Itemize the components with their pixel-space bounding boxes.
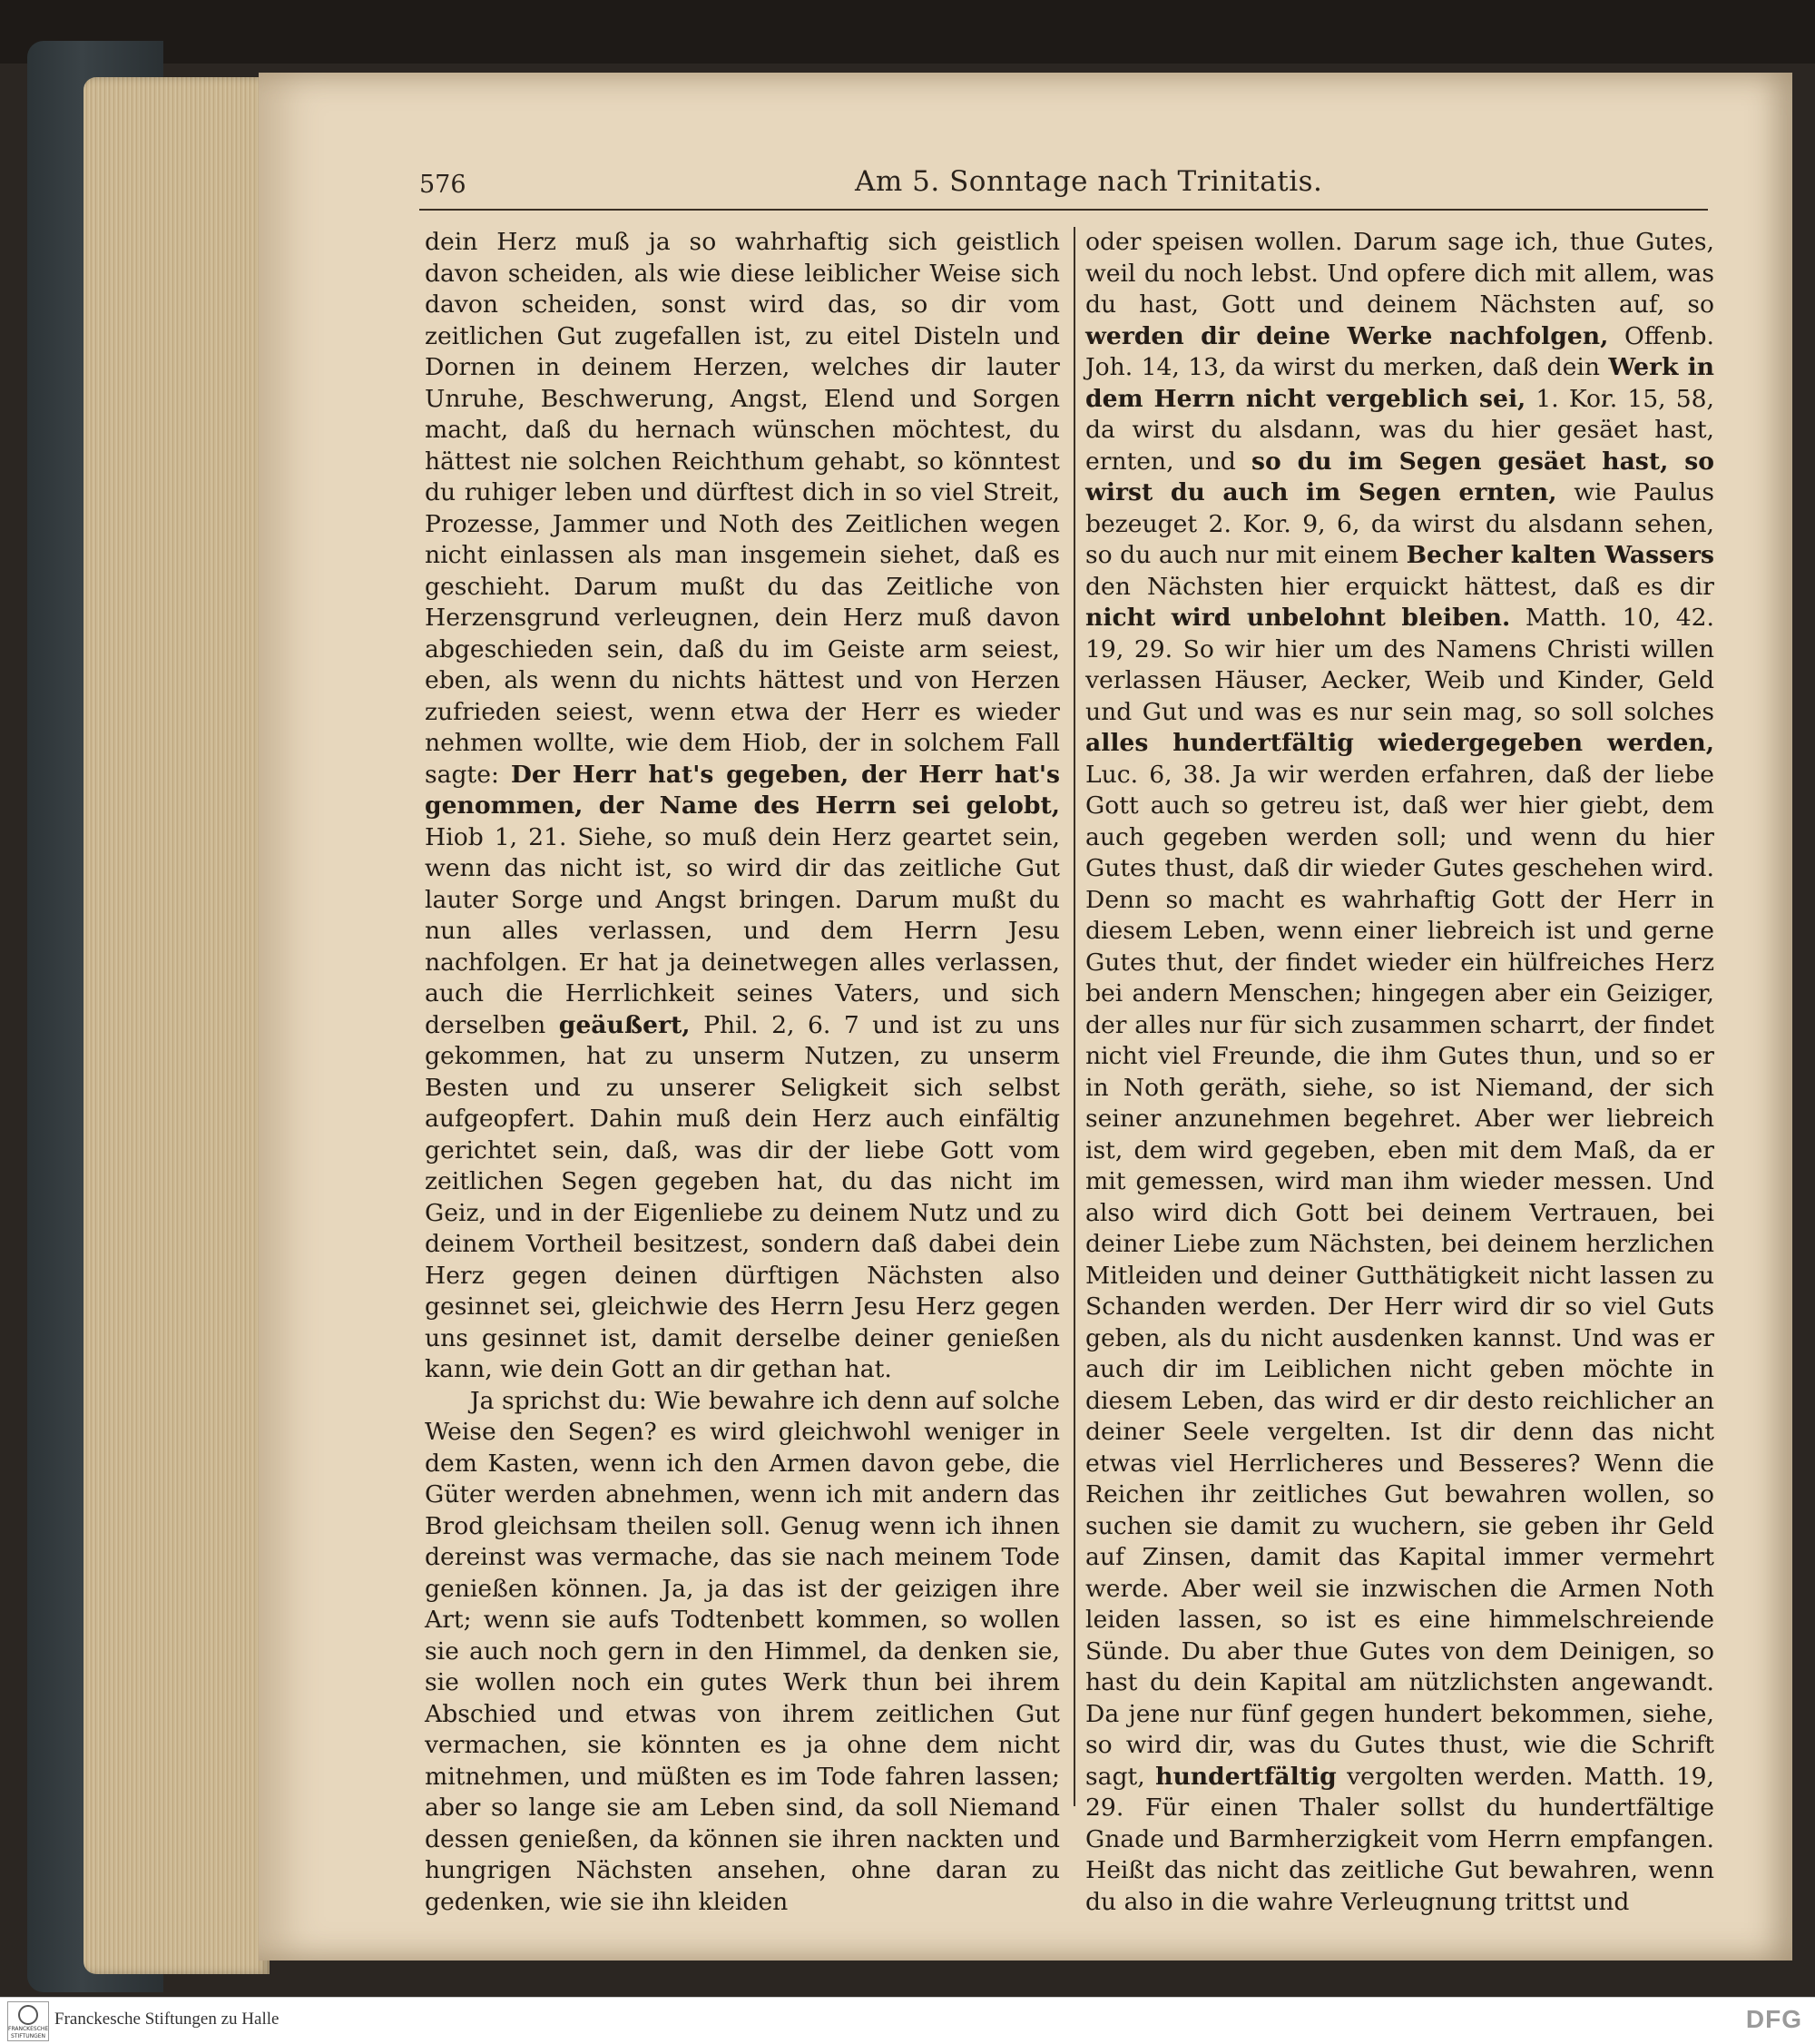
logo-caption: FRANCKESCHE STIFTUNGEN <box>8 2026 49 2039</box>
scan-background <box>0 0 1815 64</box>
bold-text-run: geäußert, <box>558 1010 691 1039</box>
page-edges <box>83 77 270 1974</box>
page-number: 576 <box>419 171 466 199</box>
text-run: oder speisen wollen. Darum sage ich, thue Gutes, weil du noch lebst. Und opfere dich mit allem, was du hast, Gott und deinem Nächsten auf, so <box>1085 228 1714 319</box>
institution-logo[interactable] <box>7 2001 49 2041</box>
text-run: Ja sprichst du: Wie bewahre ich denn auf solche Weise den Segen? es wird gleichwohl weniger in dem Kasten, wenn ich den Armen davon gebe, die Güter werden abnehmen, wenn ich mit andern das Brod gleichsam theilen soll. Genug wenn ich ihnen dereinst was vermache, das sie nach meinem Tode genießen können. Ja, ja das ist der geizigen ihre Art; wenn sie aufs Todtenbett kommen, so wollen sie auch noch gern in den Himmel, da denken sie, sie wollen noch ein gutes Werk thun bei ihrem Abschied und etwas von ihrem zeitlichen Gut vermachen, sie könnten es ja ohne dem nicht mitnehmen, und müßten es im Tode fahren lassen; aber so lange sie am Leben sind, da soll Niemand dessen genießen, da können sie ihren nackten und hungrigen Nächsten ansehen, ohne daran zu gedenken, wie sie ihn kleiden <box>425 1386 1060 1916</box>
page-header <box>419 165 1708 211</box>
text-run: wie Paulus bezeuget 2. Kor. 9, 6, da wirst du alsdann sehen, so du auch nur mit einem <box>1085 478 1715 569</box>
bold-text-run: so du im Segen gesäet hast, so wirst du auch im Segen ernten, <box>1085 447 1714 506</box>
text-run: Hiob 1, 21. Siehe, so muß dein Herz geartet sein, wenn das nicht ist, so wird dir das zeitliche Gut lauter Sorge und Angst bringen. Darum mußt du nun alles verlassen, und dem Herrn Jesu nachfolgen. Er hat ja deinetwegen alles verlassen, auch die Herrlichkeit seines Vaters, und sich derselben <box>425 822 1060 1039</box>
bold-text-run: Der Herr hat's gegeben, der Herr hat's genommen, der Name des Herrn sei gelobt, <box>425 760 1060 820</box>
right-column <box>1085 227 1714 1918</box>
text-run: Offenb. Joh. 14, 13, da wirst du merken, daß dein <box>1085 321 1714 381</box>
dfg-logo[interactable]: DFG <box>1745 2005 1802 2033</box>
bold-text-run: Werk in dem Herrn nicht vergeblich sei, <box>1085 353 1715 413</box>
bold-text-run: alles hundertfältig wiedergegeben werden, <box>1085 729 1714 757</box>
bold-text-run: werden dir deine Werke nachfolgen, <box>1085 321 1609 350</box>
text-run: Luc. 6, 38. Ja wir werden erfahren, daß der liebe Gott auch so getreu ist, daß wer hier giebt, dem auch gegeben werden soll; und wenn du hier Gutes thust, daß dir wieder Gutes geschehen wird. Denn so macht es wahrhaftig Gott der Herr in diesem Leben, wenn einer liebreich ist und gerne Gutes thut, der findet wieder ein hülfreiches Herz bei andern Menschen; hingegen aber ein Geiziger, der alles nur für sich zusammen scharrt, der findet nicht viel Freunde, die ihm Gutes thun, und so er in Noth geräth, siehe, so ist Niemand, der sich seiner anzunehmen begehret. Aber wer liebreich ist, dem wird gegeben, eben mit dem Maß, da er mit gemessen, wird man ihm wieder messen. Und also wird dich Gott bei deinem Vertrauen, bei deiner Liebe zum Nächsten, bei deinem herzlichen Mitleiden und deiner Gutthätigkeit nicht lassen zu Schanden werden. Der Herr wird dir so viel Guts geben, als du nicht ausdenken kannst. Und was er auch dir im Leiblichen nicht geben möchte in diesem Leben, das wird er dir desto reichlicher an deiner Seele vergelten. Ist dir denn das nicht etwas viel Herrlicheres und Besseres? Wenn die Reichen ihr zeitliches Gut bewahren wollen, so suchen sie damit zu wuchern, sie geben ihr Geld auf Zinsen, damit das Kapital immer vermehrt werde. Aber weil sie inzwischen die Armen Noth leiden lassen, so ist es eine himmelschreiende Sünde. Du aber thue Gutes von dem Deinigen, so hast du dein Kapital am nützlichsten angewandt. Da jene nur fünf gegen hundert bekommen, siehe, so wird dir, was du Gutes thust, wie die Schrift sagt, <box>1085 760 1714 1791</box>
text-run: den Nächsten hier erquickt hättest, daß es dir <box>1085 572 1714 601</box>
text-run: Phil. 2, 6. 7 und ist zu uns gekommen, hat zu unserm Nutzen, zu unserm Besten und zu unserer Seligkeit sich selbst aufgeopfert. Dahin muß dein Herz auch einfältig gerichtet sein, daß, was dir der liebe Gott vom zeitlichen Segen gegeben hat, du das nicht im Geiz, und in der Eigenliebe zu deinem Nutz und zu deinem Vortheil besitzest, sondern daß dabei dein Herz gegen deinen dürftigen Nächsten also gesinnet sei, gleichwie des Herrn Jesu Herz gegen uns gesinnet ist, damit derselbe deiner genießen kann, wie dein Gott an dir gethan hat. <box>425 1010 1060 1383</box>
footer-bar <box>0 1997 1815 2044</box>
running-title: Am 5. Sonntage nach Trinitatis. <box>855 165 1323 198</box>
left-column <box>425 227 1060 1918</box>
text-run: dein Herz muß ja so wahrhaftig sich geistlich davon scheiden, als wie diese leiblicher Weise sich davon scheiden, sonst wird das, so dir vom zeitlichen Gut zugefallen ist, zu eitel Disteln und Dornen in deinem Herzen, welches dir lauter Unruhe, Beschwerung, Angst, Elend und Sorgen macht, daß du hernach wünschen möchtest, du hättest nie solchen Reichthum gehabt, so könntest du ruhiger leben und dürftest dich in so viel Streit, Prozesse, Jammer und Noth des Zeitlichen wegen nicht einlassen als man insgemein siehet, daß es geschieht. Darum mußt du das Zeitliche von Herzensgrund verleugnen, dein Herz muß davon abgeschieden sein, daß du im Geiste arm seiest, eben, als wenn du nichts hättest und von Herzen zufrieden seiest, wenn etwa der Herr es wieder nehmen wollte, wie dem Hiob, der in solchem Fall sagte: <box>425 228 1060 789</box>
left-paragraph-2 <box>425 1386 1060 1919</box>
bold-text-run: nicht wird unbelohnt bleiben. <box>1085 604 1511 632</box>
bold-text-run: Becher kalten Wassers <box>1406 541 1714 569</box>
emblem-icon <box>18 2005 38 2025</box>
text-run: 1. Kor. 15, 58, da wirst du alsdann, was du hier gesäet hast, ernten, und <box>1085 384 1714 476</box>
bold-text-run: hundertfältig <box>1155 1762 1337 1791</box>
text-run: vergolten werden. Matth. 19, 29. Für einen Thaler sollst du hundertfältige Gnade und Barmherzigkeit vom Herrn empfangen. Heißt das nicht das zeitliche Gut bewahren, wenn du also in die wahre Verleugnung trittst und <box>1085 1762 1714 1916</box>
left-paragraph-1 <box>425 227 1060 1386</box>
text-run: Matth. 10, 42. 19, 29. So wir hier um des Namens Christi willen verlassen Häuser, Aecker, Weib und Kinder, Geld und Gut und was es nur sein mag, so soll solches <box>1085 604 1714 726</box>
column-divider <box>1074 227 1075 1806</box>
right-paragraph-1 <box>1085 227 1714 1918</box>
institution-name[interactable]: Franckesche Stiftungen zu Halle <box>54 2010 280 2029</box>
